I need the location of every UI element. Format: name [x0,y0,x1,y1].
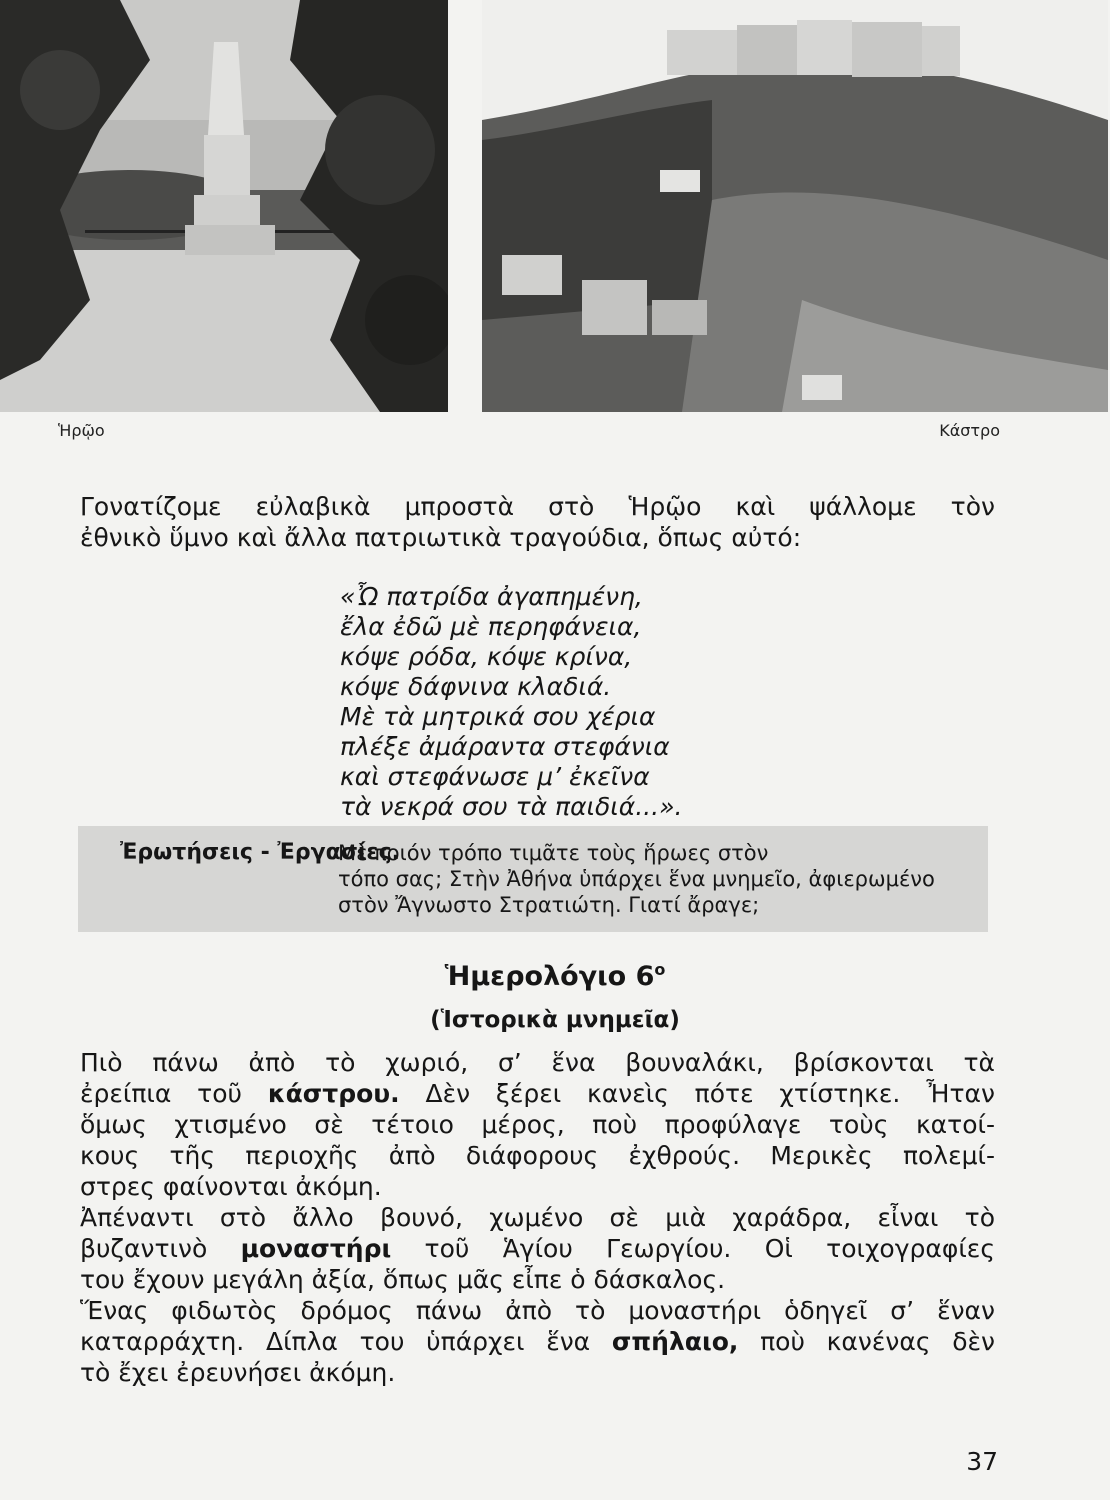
castle-photo [482,0,1108,412]
poem-line: κόψε δάφνινα κλαδιά. [340,672,612,701]
body-text [80,1047,995,1388]
body-line: του ἔχουν μεγάλη ἀξία, ὅπως μᾶς εἶπε ὁ δάσκαλος. [80,1265,726,1294]
body-line: Πιὸ πάνω ἀπὸ τὸ χωριό, σ’ ἕνα βουναλάκι, βρίσκονται τὰ [80,1048,995,1077]
monument-photo [0,0,448,412]
intro-line: ἐθνικὸ ὕμνο καὶ ἄλλα πατριωτικὰ τραγούδια, ὅπως αὐτό: [80,523,802,552]
body-line [80,1326,995,1357]
body-line: Ἀπέναντι στὸ ἄλλο βουνό, χωμένο σὲ μιὰ χαράδρα, εἶναι τὸ [80,1203,995,1232]
monument-caption: Ἡρῷο [58,421,105,440]
diary-title [0,960,1110,992]
body-fragment: ποὺ κανένας δὲν [738,1327,996,1356]
poem-line: πλέξε ἀμάραντα στεφάνια [340,732,670,761]
poem [340,582,682,822]
body-fragment: βυζαντινὸ [80,1234,241,1263]
poem-line: καὶ στεφάνωσε μ’ ἐκεῖνα [340,762,650,791]
castle-caption: Κάστρο [939,421,1000,440]
keyword-cave: σπήλαιο, [611,1327,739,1356]
body-fragment: ἐρείπια τοῦ [80,1079,268,1108]
keyword-monastery: μοναστήρι [240,1234,392,1263]
poem-line: τὰ νεκρά σου τὰ παιδιά...». [340,792,683,821]
diary-title-text: Ἡμερολόγιο 6 [444,961,655,992]
body-line: τὸ ἔχει ἐρευνήσει ἀκόμη. [80,1358,396,1387]
body-line: Ἕνας φιδωτὸς δρόμος πάνω ἀπὸ τὸ μοναστήρι ὁδηγεῖ σ’ ἕναν [80,1296,995,1325]
questions-box [78,826,988,932]
keyword-castle: κάστρου. [267,1079,400,1108]
poem-line: κόψε ρόδα, κόψε κρίνα, [340,642,633,671]
intro-line: Γονατίζομε εὐλαβικὰ μπροστὰ στὸ Ἡρῷο καὶ ψάλλομε τὸν [80,492,995,521]
poem-line: Μὲ τὰ μητρικά σου χέρια [340,702,656,731]
intro-paragraph [80,491,995,553]
question-line: τόπο σας; Στὴν Ἀθήνα ὑπάρχει ἕνα μνημεῖο, ἀφιερωμένο [338,867,935,891]
poem-line: ἔλα ἐδῶ μὲ περηφάνεια, [340,612,642,641]
questions-label: Ἐρωτήσεις - Ἐργασίες. [120,840,401,865]
body-line: στρες φαίνονται ἀκόμη. [80,1172,382,1201]
question-line: στὸν Ἄγνωστο Στρατιώτη. Γιατί ἄραγε; [338,893,760,917]
body-fragment: τοῦ Ἁγίου Γεωργίου. Οἱ τοιχογραφίες [391,1234,995,1263]
body-fragment: Δὲν ξέρει κανεὶς πότε χτίστηκε. Ἦταν [399,1079,995,1108]
body-fragment: καταρράχτη. Δίπλα του ὑπάρχει ἕνα [80,1327,612,1356]
body-line [80,1233,995,1264]
body-line: ὅμως χτισμένο σὲ τέτοιο μέρος, ποὺ προφύλαγε τοὺς κατοί- [80,1110,995,1139]
poem-line: «Ὦ πατρίδα ἀγαπημένη, [340,582,643,611]
questions-text [338,840,978,918]
body-line: κους τῆς περιοχῆς ἀπὸ διάφορους ἐχθρούς. Μερικὲς πολεμί- [80,1141,995,1170]
diary-title-ordinal: ο [654,960,666,979]
question-line: Μὲ ποιόν τρόπο τιμᾶτε τοὺς ἥρωες στὸν [338,841,769,865]
diary-subtitle: (Ἱστορικὰ μνημεῖα) [430,1007,680,1033]
page-number: 37 [966,1447,998,1476]
body-line [80,1078,995,1109]
